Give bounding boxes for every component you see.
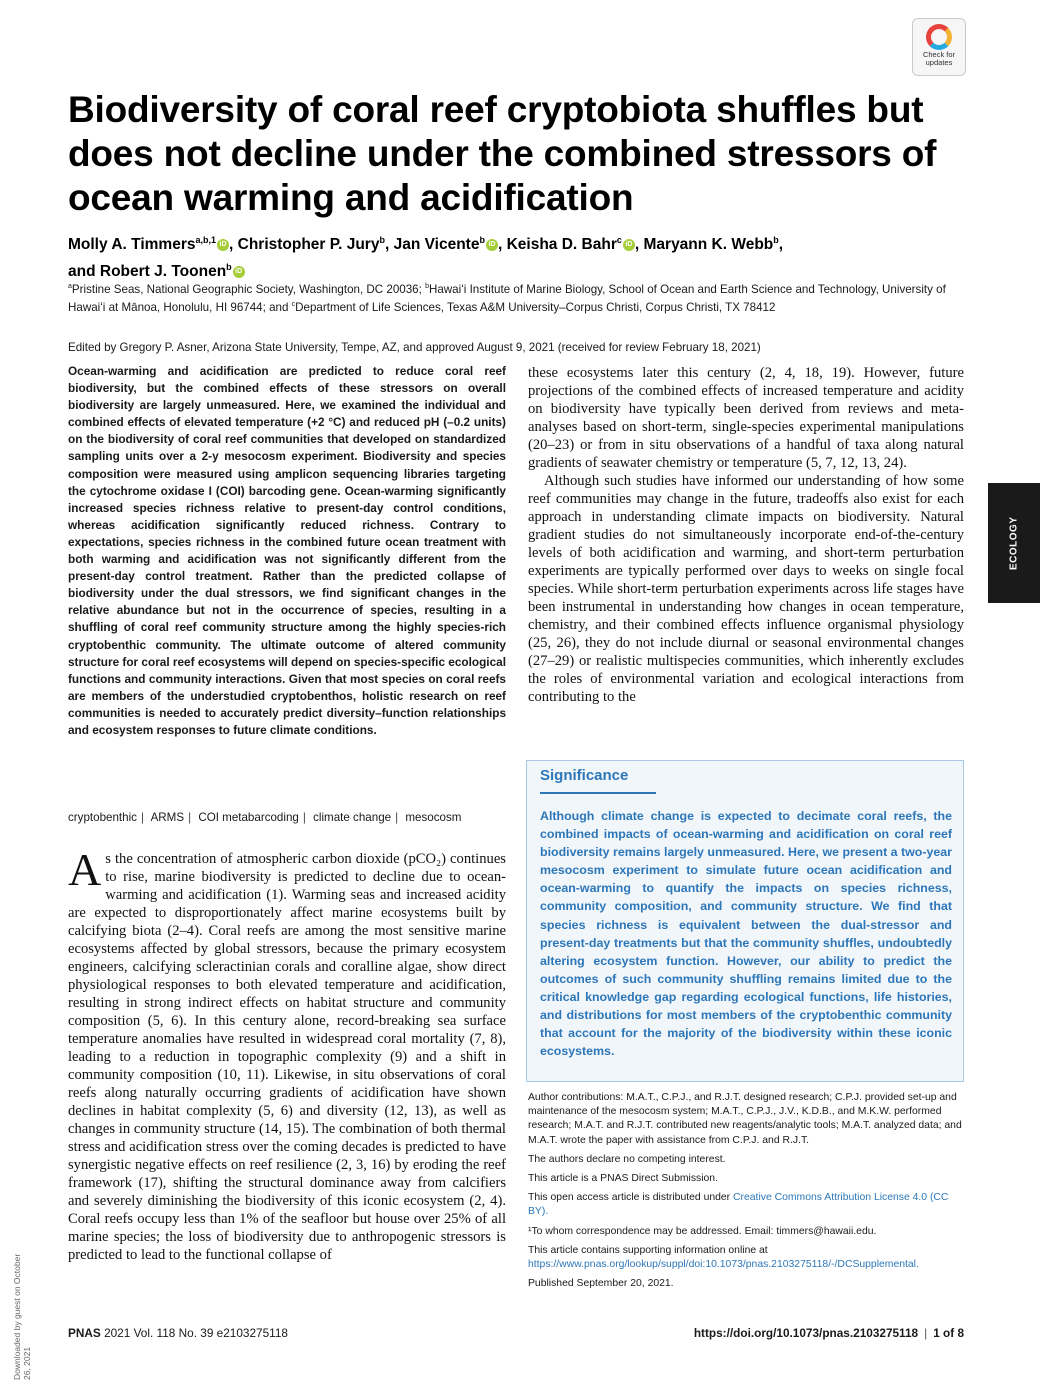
keyword: climate change	[313, 811, 392, 824]
orcid-icon[interactable]: iD	[233, 266, 245, 278]
page-number: 1 of 8	[933, 1326, 964, 1340]
direct-submission: This article is a PNAS Direct Submission.	[528, 1173, 718, 1185]
article-title: Biodiversity of coral reef cryptobiota shuffles but does not decline under the combined stressors of ocean warming and acidification	[68, 89, 937, 218]
footer-citation	[68, 1326, 288, 1340]
author-name[interactable]: Robert J. Toonen	[99, 263, 227, 281]
body-text-left	[68, 844, 506, 1264]
published-date: Published September 20, 2021.	[528, 1278, 674, 1290]
abstract: Ocean-warming and acidification are predicted to reduce coral reef biodiversity, but the combined effects of these stressors on overall biodiversity are largely unmeasured. Here, we examined the individual and combined effects of elevated temperature (+2 °C) and reduced pH (–0.2 units) on the biodiversity of coral reef communities that developed on standardized sampling units over a 2-y mesocosm experiment. Biodiversity and species composition were measured using amplicon sequencing libraries targeting the cytochrome oxidase I (COI) barcoding gene. Ocean-warming significantly increased species richness relative to present-day control conditions, whereas acidification significantly reduced richness. Contrary to expectations, species richness in the combined future ocean treatment with both warming and acidification was not significantly different from the present-day control treatment. Rather than the predicted collapse of biodiversity under the dual stressors, we find significant changes in the relative abundance but not in the occurrence of species, resulting in a shuffling of coral reef community structure among the highly species-rich cryptobenthic community. The ultimate outcome of altered community structure for coral reef ecosystems will depend on species-specific ecological functions and community interactions. Given that most species on coral reefs are members of the understudied cryptobenthos, holistic research on reef communities is needed to accurately predict diversity–function relationships and ecosystem responses to future climate conditions.	[68, 364, 506, 737]
author-name[interactable]: Molly A. Timmers	[68, 236, 196, 254]
author-sup: a,b,1	[195, 235, 216, 245]
crossmark-icon	[926, 24, 952, 50]
body-text-right	[528, 364, 964, 706]
keyword: ARMS	[150, 811, 185, 824]
journal-name: PNAS	[68, 1326, 101, 1340]
check-for-updates-badge[interactable]	[912, 18, 966, 76]
section-tab-label: ECOLOGY	[1008, 516, 1020, 570]
significance-text: Although climate change is expected to decimate coral reefs, the combined impacts of ocean-warming and acidification on coral reef biodiversity remains largely unmeasured. Here, we present a two-year mesocosm experiment to simulate future ocean acidification and ocean-warming to quantify the impacts on species richness, community composition, and community structure. We find that species richness is equivalent between the dual-stressor and present-day treatments but that the community shuffles, undoubtedly altering ecosystem function. However, our ability to predict the outcomes of such community shuffling remains limited due to the critical knowledge gap regarding ecological functions, life histories, and distributions for most members of the cryptobenthic community that account for the majority of the biodiversity within these iconic ecosystems.	[540, 809, 952, 1059]
author-sup: b	[226, 262, 232, 273]
affiliation-c: Department of Life Sciences, Texas A&M University–Corpus Christi, Corpus Christi, TX 78412	[295, 301, 776, 315]
orcid-icon[interactable]: iD	[217, 239, 229, 251]
article-notes	[528, 1091, 966, 1296]
license-text: This open access article is distributed under	[528, 1192, 734, 1204]
si-text: This article contains supporting information online at	[528, 1244, 768, 1256]
license-link[interactable]: Creative Commons Attribution License 4.0 (CC BY).	[528, 1192, 949, 1218]
orcid-icon[interactable]: iD	[623, 239, 635, 251]
body-paragraph: Although such studies have informed our understanding of how some reef communities may change in the future, tradeoffs also exist for each approach in understanding climate impacts on biodiversity. Natural gradient studies do not simultaneously incorporate end-of-the-century levels of both acidification and warming, and short-term perturbation experiments are typically performed over days to weeks on single focal species. While short-term perturbation experiments across life stages have been instrumental in understanding how changes in ocean temperature, chemistry, and their combined effects influence organismal physiology (25, 26), they do not include diurnal or seasonal environmental changes (27–29) or realistic multispecies communities, which inherently excludes the roles of environmental variation and ecological interactions from contributing to the	[528, 473, 964, 705]
body-paragraph: s the concentration of atmospheric carbon dioxide (pCO₂) continues to rise, marine biodiversity is predicted to decline due to ocean-warming and acidification (1). Warming seas and increased acidity are expected to disproportionately affect marine ecosystems built by calcifying biota (2–4). Coral reefs are among the most sensitive marine ecosystems affected by global stressors, because the primary ecosystem engineers, calcifying scleractinian corals and coralline algae, show direct physiological responses to both elevated temperature and acidification, resulting in strong indirect effects on habitat structure and community composition (5, 6). In this century alone, record-breaking sea surface temperature anomalies have resulted in widespread coral mortality (7, 8), leading to a reduction in topographic complexity (9) and a shift in community composition (10, 11). Likewise, in situ observations of coral reefs along naturally occurring gradients of acidification have shown declines in habitat complexity (5, 6) and diversity (12, 13), as well as changes in community structure (14, 15). The combination of both thermal stress and acidification stress over the coming decades is predicted to have synergistic negative effects on reef resilience (2, 3, 16) by eroding the reef framework (17), shifting the structural dominance away from calcifiers and severely diminishing the biodiversity of this iconic ecosystem (2, 4). Coral reefs occupy less than 1% of the seafloor but house over 25% of all marine species; the loss of biodiversity due to anthropogenic stressors is predicted to lead to the functional collapse of	[68, 851, 506, 1263]
competing-interest: The authors declare no competing interest.	[528, 1153, 726, 1165]
keyword: cryptobenthic	[68, 811, 137, 824]
keywords: cryptobenthic | ARMS | COI metabarcoding | climate change | mesocosm	[68, 811, 462, 824]
keyword: mesocosm	[405, 811, 462, 824]
doi-link[interactable]: https://doi.org/10.1073/pnas.2103275118	[693, 1326, 919, 1340]
author-list: Molly A. Timmers$^{a,b,1}$ iD , Christopher P. Jury$^b$, Jan Vicente$^b$ iD , Keisha D. Bahr$^c$ iD , Maryann K. Webb$^b$, and Robert J. Toonen$^b$ iD	[68, 235, 784, 281]
edited-by: Edited by Gregory P. Asner, Arizona State University, Tempe, AZ, and approved August 9, 2021 (received for review February 18, 2021)	[68, 341, 761, 354]
badge-line2: updates	[925, 58, 953, 67]
badge-line1: Check for	[922, 50, 956, 59]
license-note	[528, 1191, 966, 1219]
significance-underline	[540, 792, 656, 794]
keyword: COI metabarcoding	[198, 811, 299, 824]
drop-cap: A	[68, 844, 102, 895]
author-name[interactable]: Keisha D. Bahr	[506, 236, 617, 254]
orcid-icon[interactable]: iD	[486, 239, 498, 251]
affiliations: $^a$Pristine Seas, National Geographic Society, Washington, DC 20036; $^b$Hawaiʻi Institute of Marine Biology, School of Ocean and Earth Science and Technology, University of Hawaiʻi at Mānoa, Honolulu, HI 96744; and $^c$Department of Life Sciences, Texas A&M University–Corpus Christi, Corpus Christi, TX 78412	[68, 282, 946, 315]
author-sup: b	[773, 235, 779, 245]
author-sup: c	[616, 235, 622, 245]
author-sup: b	[379, 235, 385, 245]
download-note: Downloaded by guest on October 26, 2021	[12, 1253, 32, 1380]
correspondence: ¹To whom correspondence may be addressed. Email: timmers@hawaii.edu.	[528, 1225, 877, 1237]
author-sup: b	[479, 235, 485, 245]
body-paragraph: these ecosystems later this century (2, 4, 18, 19). However, future projections of the combined effects of increased temperature and acidity on biodiversity have typically been derived from reviews and meta-analyses based on short-term, single-species experimental manipulations (20–23) or from in situ observations of a handful of taxa along natural gradients of seawater chemistry or temperature (5, 7, 12, 13, 24).	[528, 365, 964, 471]
author-name[interactable]: Christopher P. Jury	[237, 236, 380, 254]
author-name[interactable]: Jan Vicente	[393, 236, 480, 254]
author-contributions: Author contributions: M.A.T., C.P.J., and R.J.T. designed research; C.P.J. provided set-up and maintenance of the mesocosm system; M.A.T., C.P.J., J.V., K.D.B., and M.K.W. performed research; M.A.T. and R.J.T. contributed new reagents/analytic tools; M.A.T. analyzed data; and M.A.T. wrote the paper with assistance from C.P.J. and R.J.T.	[528, 1092, 962, 1146]
supporting-info	[528, 1244, 966, 1272]
citation-text: 2021 Vol. 118 No. 39 e2103275118	[104, 1326, 288, 1340]
affiliation-a: Pristine Seas, National Geographic Society, Washington, DC 20036;	[71, 282, 422, 296]
significance-title: Significance	[540, 767, 629, 784]
author-name[interactable]: Maryann K. Webb	[643, 236, 774, 254]
affiliation-b: Hawaiʻi Institute of Marine Biology, School of Ocean and Earth Science and Technology, University of Hawaiʻi at Mānoa, Honolulu, HI 96744; and	[68, 282, 946, 315]
footer-doi: https://doi.org/10.1073/pnas.2103275118 | 1 of 8	[693, 1326, 964, 1340]
si-link[interactable]: https://www.pnas.org/lookup/suppl/doi:10.1073/pnas.2103275118/-/DCSupplemental.	[528, 1259, 919, 1271]
